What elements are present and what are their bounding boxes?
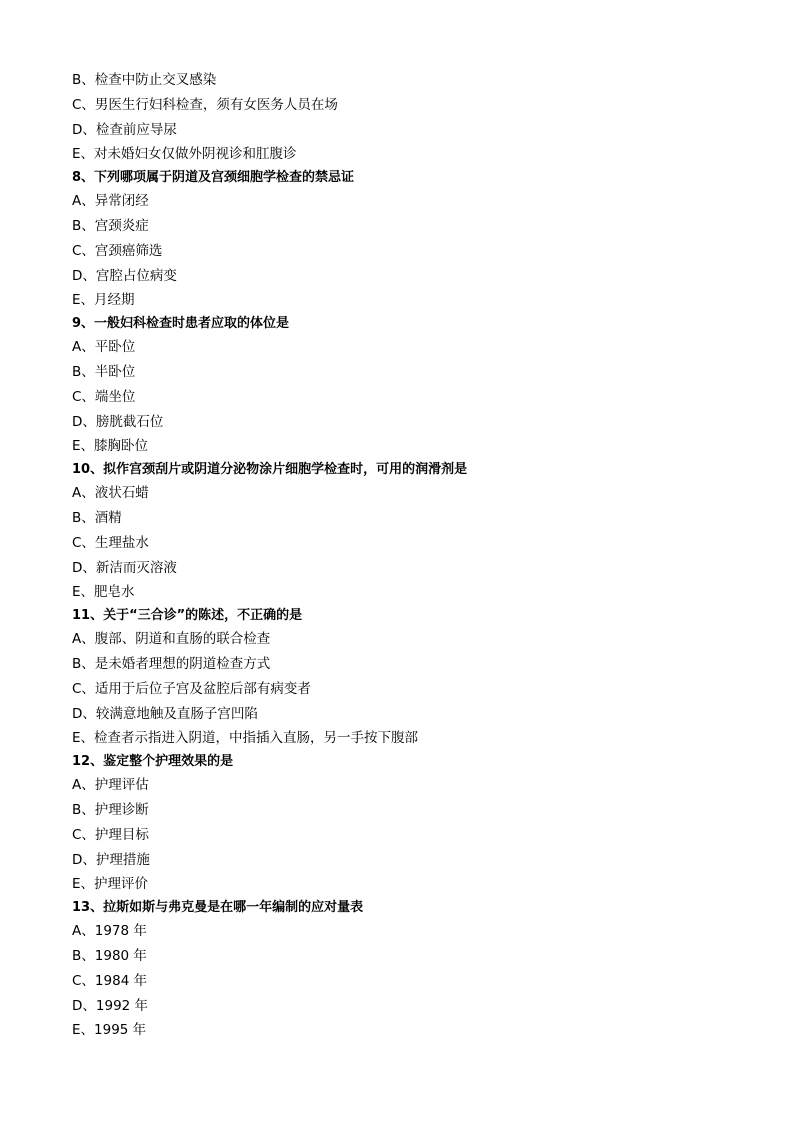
answer-option: E、月经期 — [72, 292, 135, 309]
answer-option: E、肥皂水 — [72, 584, 135, 601]
answer-option: E、1995 年 — [72, 1022, 147, 1039]
answer-option: A、1978 年 — [72, 923, 147, 940]
answer-option: D、新洁而灭溶液 — [72, 559, 177, 576]
question-stem: 10、拟作宫颈刮片或阴道分泌物涂片细胞学检查时，可用的润滑剂是 — [72, 462, 468, 478]
question-stem: 9、一般妇科检查时患者应取的体位是 — [72, 316, 290, 332]
answer-option: E、护理评价 — [72, 876, 149, 893]
answer-option: A、异常闭经 — [72, 193, 149, 210]
question-list — [72, 68, 732, 1043]
answer-option: B、酒精 — [72, 509, 122, 526]
answer-option: D、1992 年 — [72, 997, 149, 1014]
answer-option: B、半卧位 — [72, 363, 136, 380]
answer-option: C、生理盐水 — [72, 534, 149, 551]
answer-option: A、平卧位 — [72, 339, 136, 356]
answer-option: C、宫颈癌筛选 — [72, 242, 163, 259]
answer-option: E、检查者示指进入阴道，中指插入直肠，另一手按下腹部 — [72, 730, 419, 747]
answer-option: B、宫颈炎症 — [72, 217, 149, 234]
answer-option: D、膀胱截石位 — [72, 413, 164, 430]
document-page — [72, 68, 732, 1043]
question-stem: 13、拉斯如斯与弗克曼是在哪一年编制的应对量表 — [72, 900, 364, 916]
question-stem: 12、鉴定整个护理效果的是 — [72, 754, 234, 770]
question-stem: 11、关于“三合诊”的陈述，不正确的是 — [72, 608, 303, 624]
answer-option: C、护理目标 — [72, 826, 149, 843]
answer-option: E、膝胸卧位 — [72, 438, 149, 455]
answer-option: D、护理措施 — [72, 851, 150, 868]
answer-option: A、液状石蜡 — [72, 485, 149, 502]
answer-option: B、1980 年 — [72, 947, 147, 964]
answer-option: B、检查中防止交叉感染 — [72, 72, 217, 88]
answer-option: D、检查前应导尿 — [72, 121, 177, 138]
answer-option: B、护理诊断 — [72, 801, 149, 818]
answer-option: E、对未婚妇女仅做外阴视诊和肛腹诊 — [72, 146, 297, 163]
answer-option: C、端坐位 — [72, 388, 136, 405]
answer-option: D、宫腔占位病变 — [72, 267, 177, 284]
answer-option: C、男医生行妇科检查，须有女医务人员在场 — [72, 96, 338, 113]
question-stem: 8、下列哪项属于阴道及宫颈细胞学检查的禁忌证 — [72, 170, 355, 186]
answer-option: B、是未婚者理想的阴道检查方式 — [72, 655, 271, 672]
answer-option: A、护理评估 — [72, 777, 149, 794]
answer-option: D、较满意地触及直肠子宫凹陷 — [72, 705, 258, 722]
answer-option: C、适用于后位子宫及盆腔后部有病变者 — [72, 680, 311, 697]
answer-option: A、腹部、阴道和直肠的联合检查 — [72, 631, 271, 648]
answer-option: C、1984 年 — [72, 972, 148, 989]
